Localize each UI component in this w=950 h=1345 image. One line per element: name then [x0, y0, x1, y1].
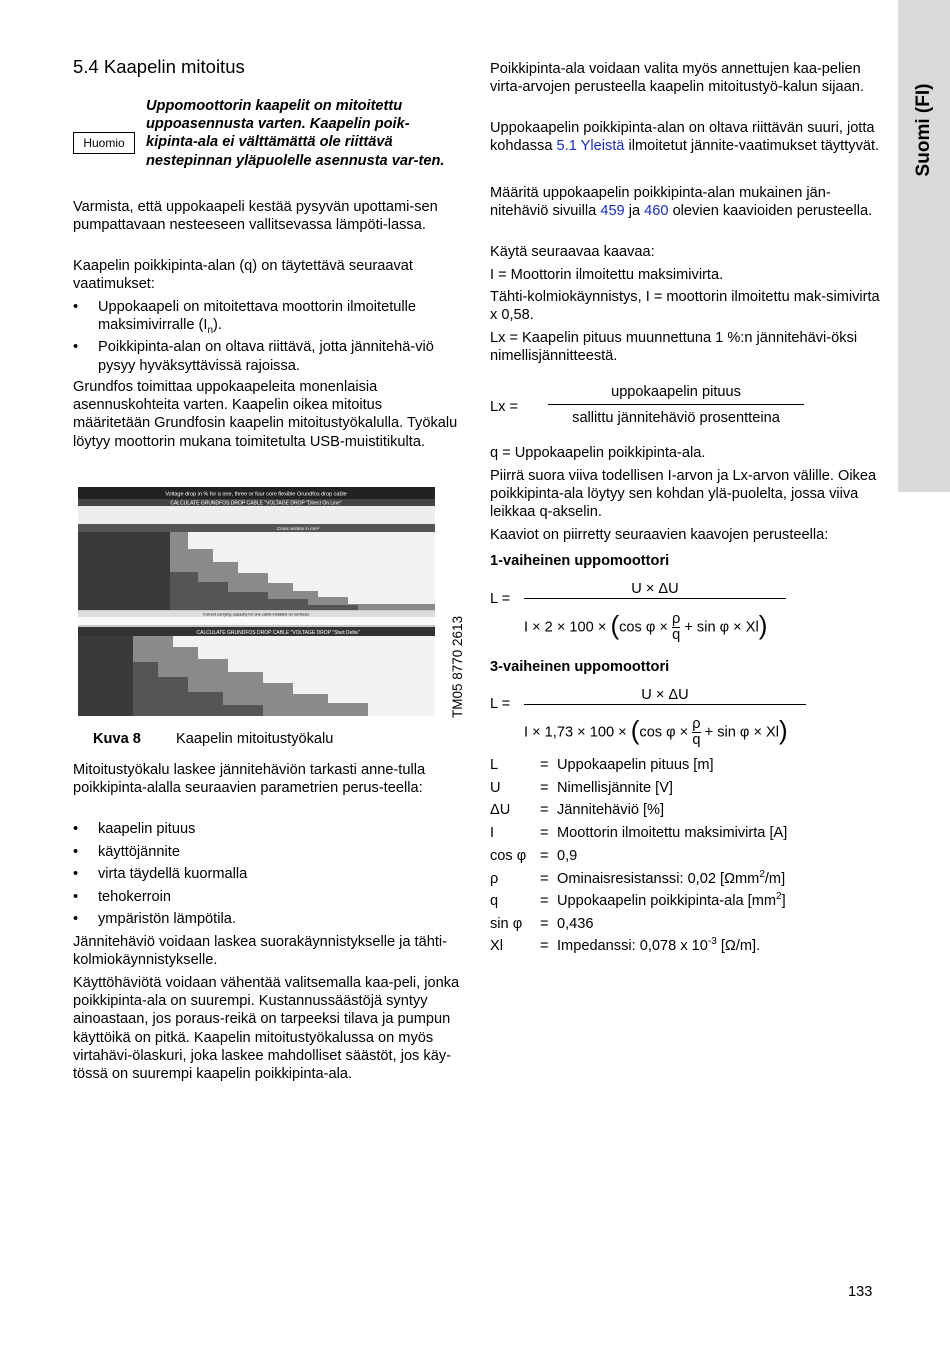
parameter-item: • tehokerroin	[73, 888, 463, 906]
figure-label: Kuva 8	[93, 731, 141, 747]
left-paragraph-4: Mitoitustyökalu laskee jännitehäviön tarkasti anne-tulla poikkipinta-alalla seuraavien parametrien perus-teella:	[73, 762, 426, 797]
left-paragraph-6: Käyttöhäviötä voidaan vähentää valitsemalla kaa-peli, jonka poikkipinta-ala on suurempi. Kustannussäästöjä syntyy ainoastaan, jos poraus-reikä on tarpeeksi tilava ja pumpun käyttöikä on pitkä. Kaapelin mitoitustyökalussa on myös virtahävi-ölaskuri, joka laskee mahdolliset säästöt, jos käy-tössä on suurempi kaapelin poikkipinta-ala.	[73, 975, 460, 1083]
right-paragraph-6: Tähti-kolmiokäynnistys, I = moottorin ilmoitettu mak-simivirta x 0,58.	[490, 289, 880, 324]
right-paragraph-8: q = Uppokaapelin poikkipinta-ala.	[490, 445, 706, 461]
lx-formula-lhs: Lx =	[490, 399, 518, 415]
lx-fraction-bar	[548, 404, 804, 405]
formula1-fraction-bar	[524, 598, 786, 599]
requirement-item: • Poikkipinta-alan on oltava riittävä, jotta jännitehä-viö pysyy hyväksyttävissä rajoissa.	[73, 338, 463, 374]
right-paragraph-9: Piirrä suora viiva todellisen I-arvon ja Lx-arvon välille. Oikea poikkipinta-ala löytyy sen kohdan ylä-puolelta, jossa viiva leikkaa q-akselin.	[490, 468, 877, 521]
table2-title: CALCULATE GRUNDFOS DROP CABLE "VOLTAGE DROP "Start Delta"	[196, 630, 360, 636]
page-link-459[interactable]: 459	[600, 203, 625, 220]
parameter-item: • ympäristön lämpötila.	[73, 910, 463, 928]
capacity-caption: Current carrying capacity for one cable installed on surfaces	[202, 611, 310, 617]
parameter-item: • kaapelin pituus	[73, 820, 463, 838]
right-paragraph-2: Uppokaapelin poikkipinta-alan on oltava riittävän suuri, jotta kohdassa 5.1 Yleistä ilmoitetut jännite-vaatimukset täyttyvät.	[490, 120, 880, 155]
note-text: Uppomoottorin kaapelit on mitoitettu uppoasennusta varten. Kaapelin poik-kipinta-ala ei välttämättä ole riittävä nestepinnan yläpuolelle asennusta var-ten.	[146, 98, 445, 169]
left-paragraph-1: Varmista, että uppokaapeli kestää pysyvän upottami-sen pumpattavaan nesteeseen vallitsevassa lämpöti-lassa.	[73, 199, 438, 234]
right-paragraph-1: Poikkipinta-ala voidaan valita myös annettujen kaa-pelien virta-arvojen perusteella kaapelin mitoitustyö-kalun sijaan.	[490, 61, 864, 96]
right-paragraph-5: I = Moottorin ilmoitettu maksimivirta.	[490, 267, 724, 283]
right-paragraph-7: Lx = Kaapelin pituus muunnettuna 1 %:n jännitehävi-öksi nimellisjännitteestä.	[490, 330, 858, 365]
figure-title: Voltage drop in % for a one, three or four core flexible Grundfos drop cable	[165, 491, 347, 498]
cable-tool-figure	[78, 487, 435, 716]
right-paragraph-3: Määritä uppokaapelin poikkipinta-alan mukainen jän-nitehäviö sivuilla 459 ja 460 olevien kaavioiden perusteella.	[490, 185, 873, 220]
requirements-list	[73, 298, 463, 375]
table1-grid	[78, 532, 435, 610]
formula3-rho-over-q: $\frac{\rho}{q}$	[692, 716, 701, 748]
cross-section-label: Cross section in mm²	[276, 526, 320, 531]
section-link[interactable]: 5.1 Yleistä	[556, 138, 625, 155]
cable-tool-image	[78, 487, 435, 716]
section-title: 5.4 Kaapelin mitoitus	[73, 56, 245, 77]
formula1-numerator: U × ΔU	[631, 581, 679, 597]
table1-title: CALCULATE GRUNDFOS DROP CABLE "VOLTAGE DROP "Direct On Line"	[170, 500, 342, 507]
heading-1-phase: 1-vaiheinen uppomoottori	[490, 553, 670, 569]
formula3-numerator: U × ΔU	[641, 687, 689, 703]
formula1-rho-over-q: $\frac{\rho}{q}$	[671, 611, 681, 643]
right-paragraph-4: Käytä seuraavaa kaavaa:	[490, 244, 655, 260]
table2-grid	[78, 636, 435, 716]
language-tab-label: Suomi (FI)	[912, 83, 934, 177]
requirement-item: • Uppokaapeli on mitoitettava moottorin ilmoitetulle maksimivirralle $(I_n)$.	[73, 298, 463, 334]
note-label: Huomio	[73, 132, 135, 154]
formula3-fraction-bar	[524, 704, 806, 705]
left-paragraph-5: Jännitehäviö voidaan laskea suorakäynnistykselle ja tähti-kolmiokäynnistykselle.	[73, 934, 447, 969]
lx-denominator: sallittu jännitehäviö prosentteina	[572, 410, 780, 426]
parameter-item: • käyttöjännite	[73, 843, 463, 861]
formula3-denominator: I × 1,73 × 100 × (cos φ × $\frac{\rho}{q}$ + sin φ × Xl)	[524, 715, 788, 748]
parameter-item: • virta täydellä kuormalla	[73, 865, 463, 883]
left-paragraph-3: Grundfos toimittaa uppokaapeleita monenlaisia asennuskohteita varten. Kaapelin oikea mitoitus määritetään Grundfosin kaapelin mitoitustyökalulla. Työkalu löytyy moottorin mukana toimitetulta USB-muistitikulta.	[73, 379, 458, 450]
page-number: 133	[848, 1284, 873, 1300]
lx-numerator: uppokaapelin pituus	[611, 384, 741, 400]
formula1-lhs: L =	[490, 591, 511, 607]
page-link-460[interactable]: 460	[644, 203, 669, 220]
parameter-list	[73, 820, 463, 928]
formula1-denominator: I × 2 × 100 × (cos φ × $\frac{\rho}{q}$ + sin φ × Xl)	[524, 610, 768, 643]
language-tab	[898, 0, 950, 492]
right-paragraph-10: Kaaviot on piirretty seuraavien kaavojen perusteella:	[490, 527, 829, 543]
figure-caption: Kaapelin mitoitustyökalu	[176, 731, 334, 747]
formula3-lhs: L =	[490, 696, 511, 712]
figure-code: TM05 8770 2613	[450, 615, 465, 718]
left-paragraph-2: Kaapelin poikkipinta-alan (q) on täytettävä seuraavat vaatimukset:	[73, 258, 413, 293]
heading-3-phase: 3-vaiheinen uppomoottori	[490, 659, 670, 675]
